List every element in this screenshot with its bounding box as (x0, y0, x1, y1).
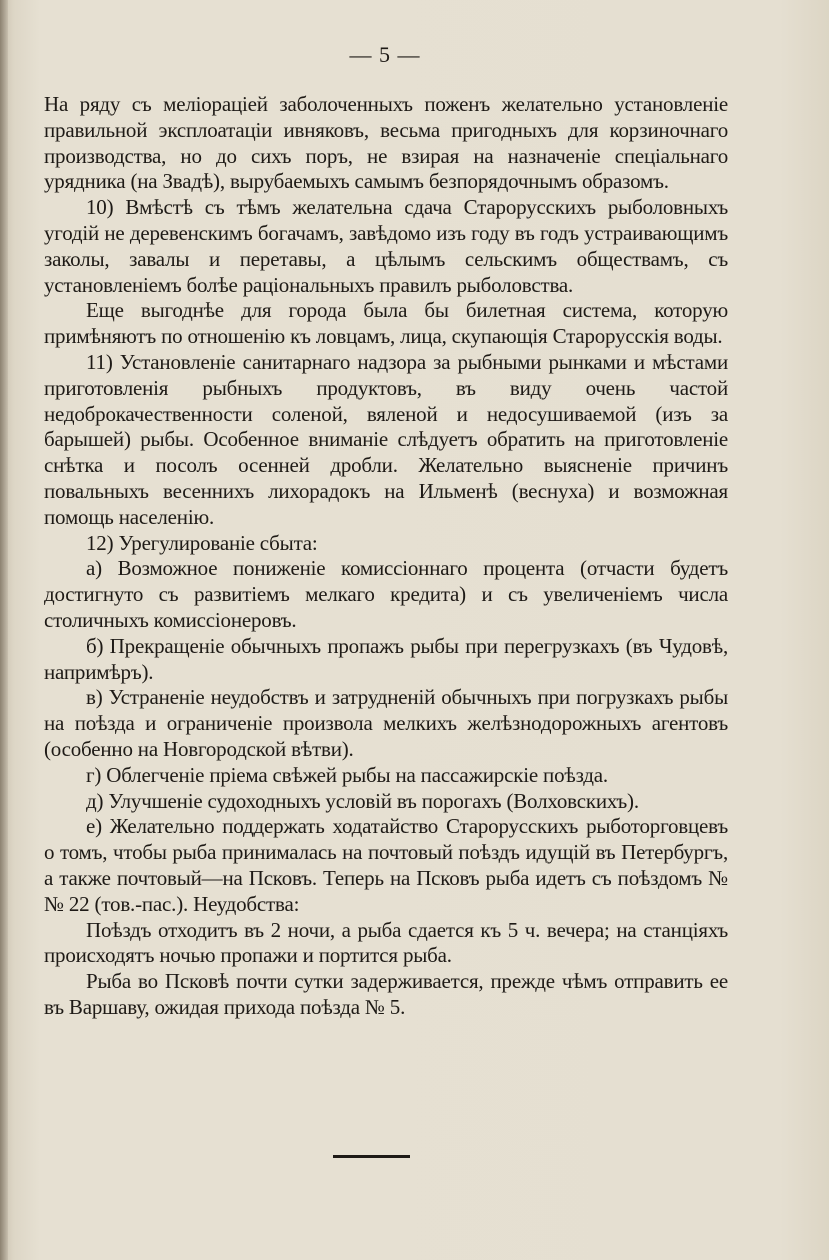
paragraph-item-12v: в) Устраненіе неудобствъ и затрудненій обычныхъ при погрузкахъ рыбы на поѣзда и ограниченіе произвола мелкихъ желѣзнодорожныхъ агентовъ (особенно на Новгородской вѣтви). (44, 685, 728, 761)
paragraph-item-12b: б) Прекращеніе обычныхъ пропажъ рыбы при перегрузкахъ (въ Чудовѣ, напримѣръ). (44, 633, 728, 684)
end-rule-divider (333, 1155, 410, 1158)
paragraph-ivnyaki: На ряду съ меліораціей заболоченныхъ поженъ желательно установленіе правильной эксплоатаціи ивняковъ, весьма пригодныхъ для корзиночнаго производства, но до сихъ поръ, не взирая на назначеніе спеціальнаго урядника (на Звадѣ), вырубаемыхъ самымъ безпорядочнымъ образомъ. (44, 92, 728, 194)
paragraph-item-12a: а) Возможное пониженіе комиссіоннаго процента (отчасти будетъ достигнуто съ развитіемъ мелкаго кредита) и съ увеличеніемъ числа столичныхъ комиссіонеровъ. (44, 556, 728, 632)
book-spine-edge (0, 0, 8, 1260)
paragraph-item-12g: г) Облегченіе пріема свѣжей рыбы на пассажирскіе поѣзда. (86, 762, 608, 787)
paragraph-item-12d: д) Улучшеніе судоходныхъ условій въ порогахъ (Волховскихъ). (86, 788, 639, 813)
paragraph-pskov-delay: Рыба во Псковѣ почти сутки задерживается, прежде чѣмъ отправить ее въ Варшаву, ожидая прихода поѣзда № 5. (44, 969, 728, 1019)
paragraph-item-12e: е) Желательно поддержать ходатайство Старорусскихъ рыботорговцевъ о томъ, чтобы рыба принималась на почтовый поѣздъ идущій въ Петербургъ, а также почтовый—на Псковъ. Теперь на Псковъ рыба идетъ съ поѣздомъ №№ 22 (тов.-пас.). Неудобства: (44, 814, 728, 916)
paragraph-item-12-heading: 12) Урегулированіе сбыта: (86, 530, 318, 555)
paragraph-ticket-system: Еще выгоднѣе для города была бы билетная система, которую примѣняютъ по отношенію къ ловцамъ, лица, скупающія Старорусскія воды. (44, 298, 728, 349)
body-text (44, 92, 728, 1021)
page-number: — 5 — (349, 42, 421, 67)
paragraph-train-night: Поѣздъ отходитъ въ 2 ночи, а рыба сдается къ 5 ч. вечера; на станціяхъ происходятъ ночью пропажи и портится рыба. (44, 917, 728, 968)
paragraph-item-11: 11) Установленіе санитарнаго надзора за рыбными рынками и мѣстами приготовленія рыбныхъ продуктовъ, въ виду очень частой недоброкачественности соленой, вяленой и недосушиваемой (изъ за барышей) рыбы. Особенное вниманіе слѣдуетъ обратить на приготовленіе снѣтка и посолъ осенней дробли. Желательно выясненіе причинъ повальныхъ весеннихъ лихорадокъ на Ильменѣ (веснуха) и возможная помощь населенію. (44, 349, 728, 529)
paragraph-item-10: 10) Вмѣстѣ съ тѣмъ желательна сдача Старорусскихъ рыболовныхъ угодій не деревенскимъ богачамъ, завѣдомо изъ году въ годъ устраивающимъ заколы, завалы и перетавы, а цѣлымъ сельскимъ обществамъ, съ установленіемъ болѣе раціональныхъ правилъ рыболовства. (44, 195, 728, 297)
